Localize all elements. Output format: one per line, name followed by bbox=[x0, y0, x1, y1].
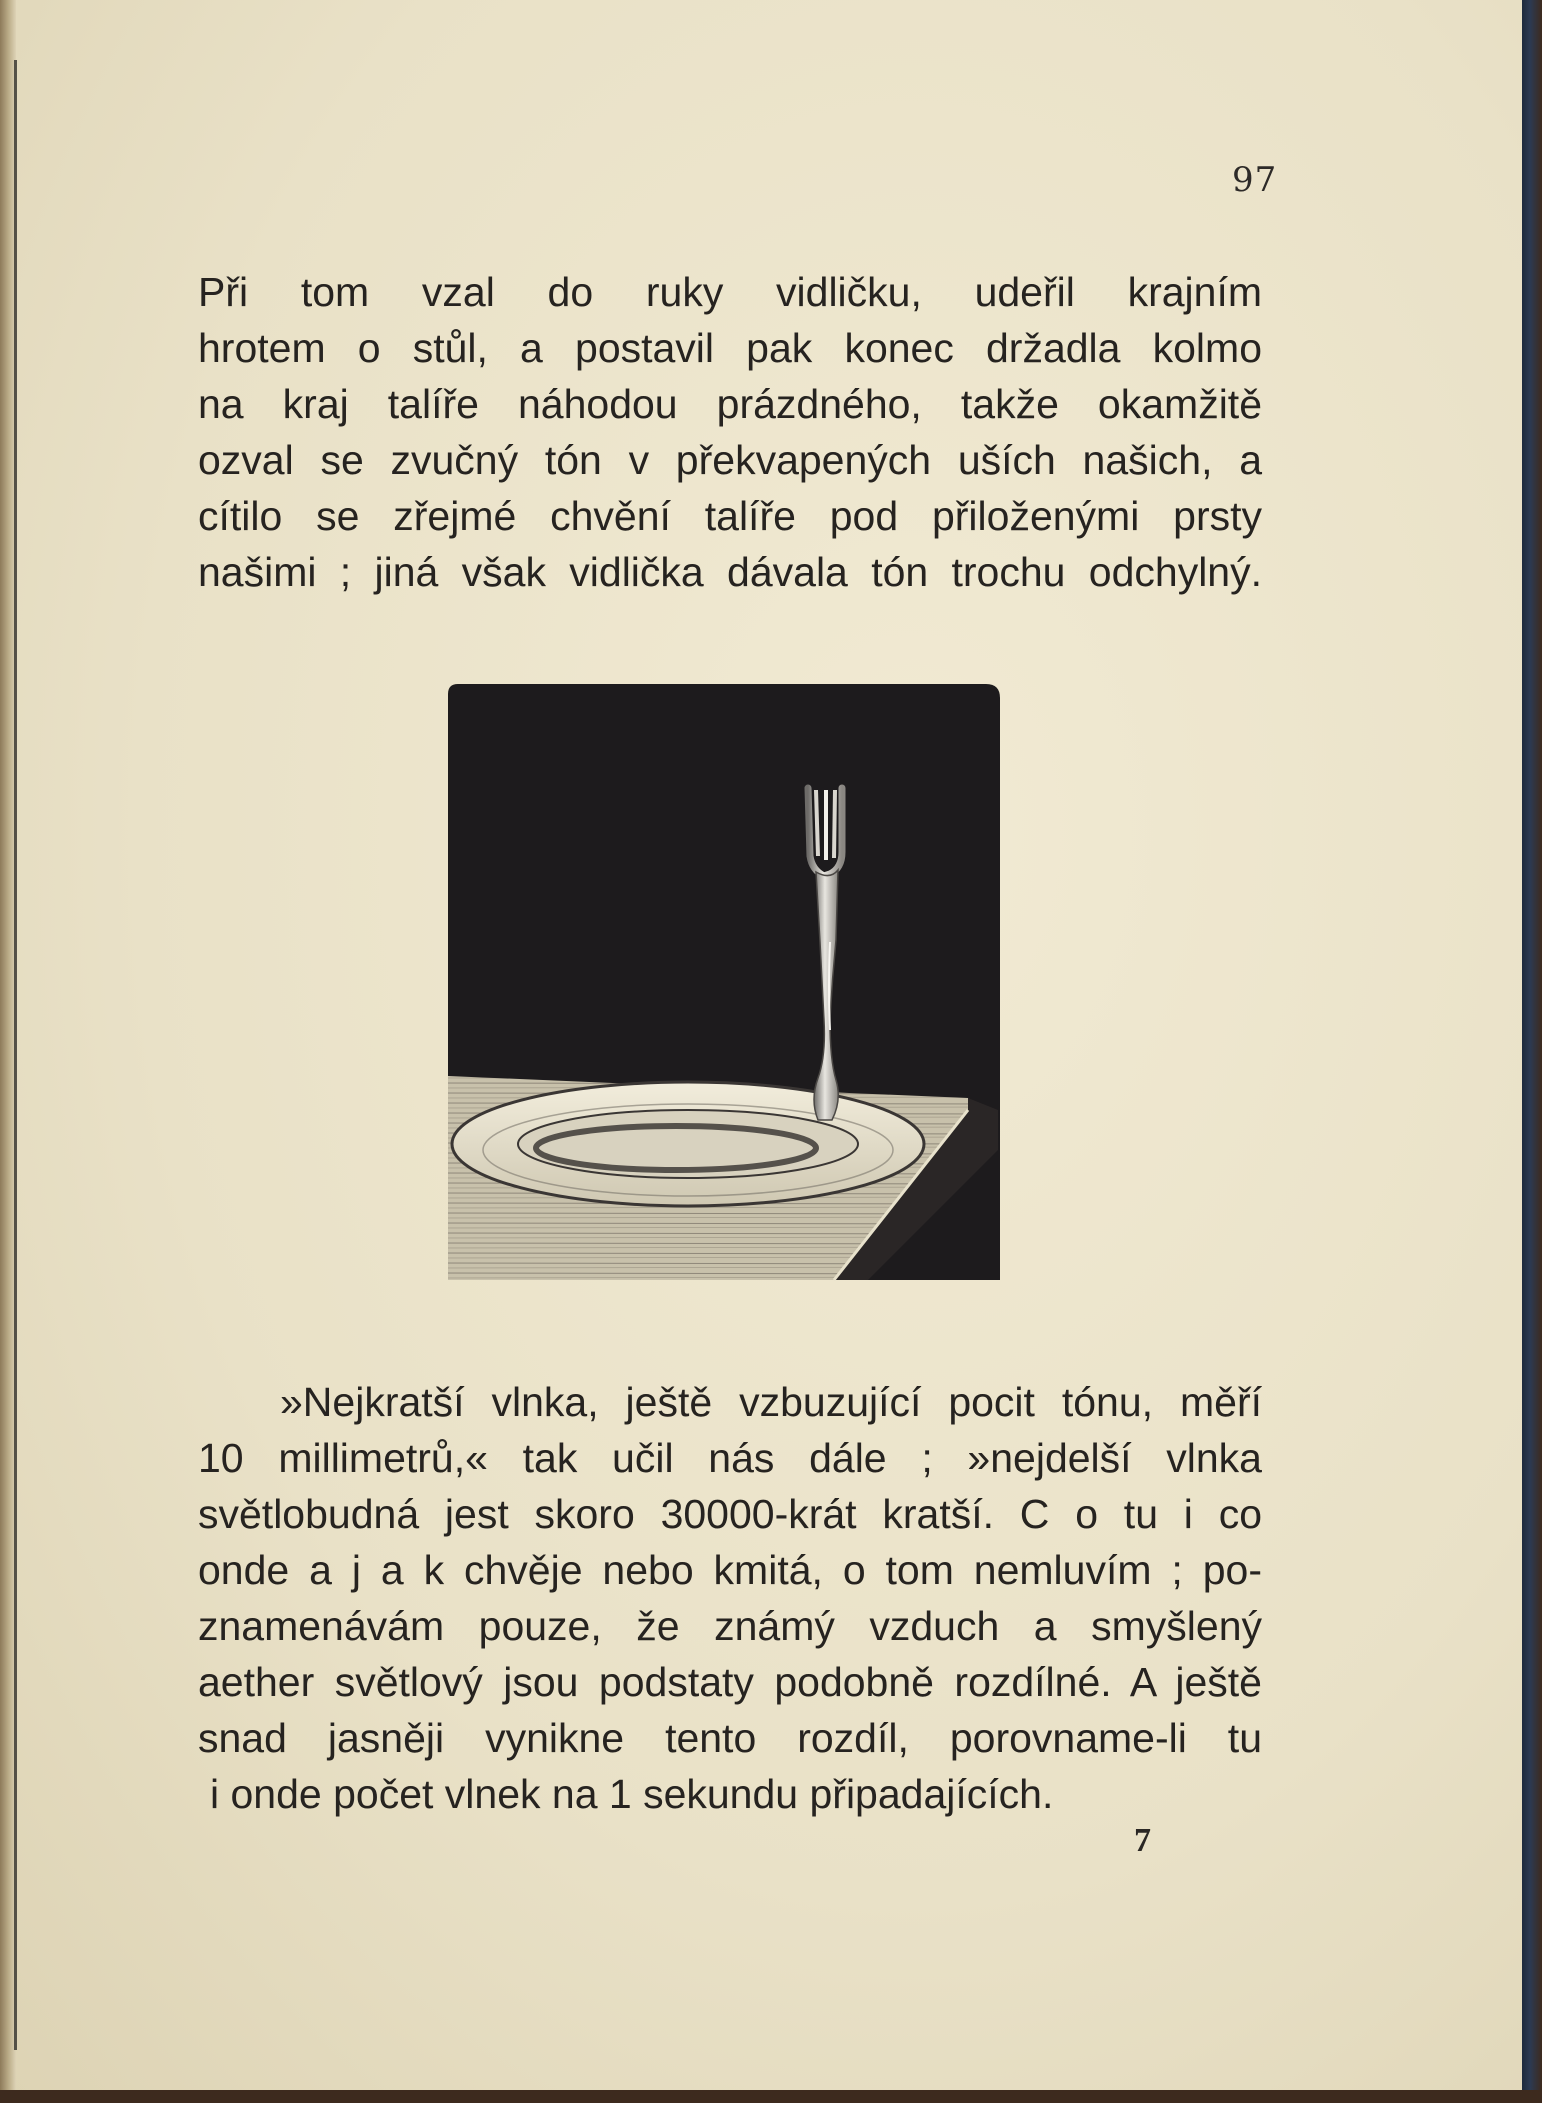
paragraph-1 bbox=[198, 264, 1262, 600]
text-line: našimi ; jiná však vidlička dávala tón trochu odchylný. bbox=[198, 549, 1262, 595]
page-number: 97 bbox=[1232, 160, 1278, 200]
book-bottom-edge bbox=[0, 2090, 1542, 2103]
text-line: 10 millimetrů,« tak učil nás dále ; »nejdelší vlnka bbox=[198, 1435, 1262, 1481]
text-line: znamenávám pouze, že známý vzduch a smyšlený bbox=[198, 1603, 1262, 1649]
signature-mark: 7 bbox=[1134, 1822, 1151, 1859]
text-line: i onde počet vlnek na 1 sekundu připadajících. bbox=[210, 1771, 1054, 1817]
gutter-fold-line bbox=[14, 60, 17, 2050]
text-line: »Nejkratší vlnka, ještě vzbuzující pocit tónu, měří bbox=[280, 1379, 1262, 1425]
fork-on-plate-illustration bbox=[438, 680, 1004, 1292]
text-line: aether světlový jsou podstaty podobně rozdílné. A ještě bbox=[198, 1659, 1262, 1705]
text-line: Při tom vzal do ruky vidličku, udeřil krajním bbox=[198, 269, 1262, 315]
text-line: snad jasněji vynikne tento rozdíl, porovname-li tu bbox=[198, 1715, 1262, 1761]
text-line: hrotem o stůl, a postavil pak konec držadla kolmo bbox=[198, 325, 1262, 371]
text-line: světlobudná jest skoro 30000-krát kratší. C o tu i co bbox=[198, 1491, 1262, 1537]
paragraph-2 bbox=[198, 1374, 1262, 1822]
text-line: ozval se zvučný tón v překvapených uších našich, a bbox=[198, 437, 1262, 483]
text-line: onde a j a k chvěje nebo kmitá, o tom nemluvím ; po- bbox=[198, 1547, 1262, 1593]
book-cover-edge bbox=[1522, 0, 1542, 2103]
text-line: cítilo se zřejmé chvění talíře pod přiloženými prsty bbox=[198, 493, 1262, 539]
text-line: na kraj talíře náhodou prázdného, takže okamžitě bbox=[198, 381, 1262, 427]
